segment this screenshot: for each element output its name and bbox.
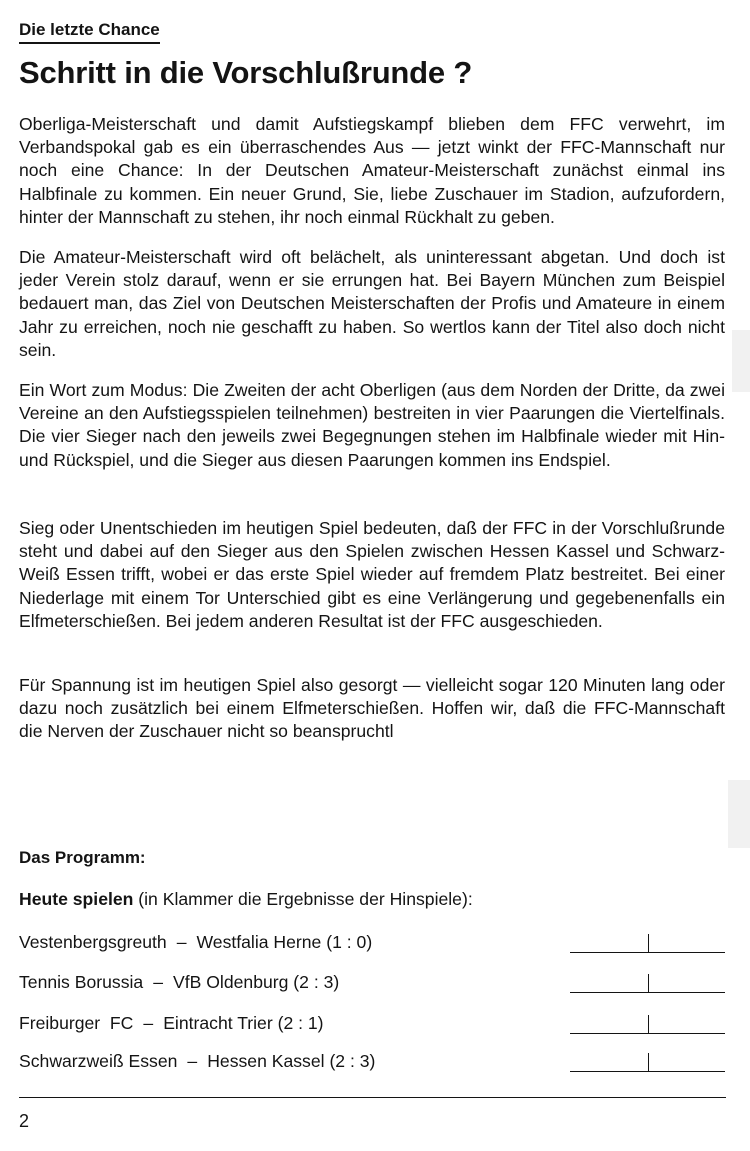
program-heading: Das Programm:	[19, 848, 146, 867]
fixture-text	[19, 1012, 324, 1034]
home-team: Vestenbergsgreuth	[19, 932, 167, 952]
fixture-text	[19, 971, 339, 993]
paragraph: Die Amateur-Meisterschaft wird oft belächelt, als uninteressant abgetan. Und doch ist jeder Verein stolz darauf, wenn er sie errungen hat. Bei Bayern München zum Beispiel bedauert man, das Ziel von Deutschen Meisterschaften der Profis und Amateure in einem Jahr zu erreichen, noch nie geschafft zu haben. So wertlos kann der Titel also doch nicht sein.	[19, 247, 725, 360]
section-kicker: Die letzte Chance	[19, 20, 160, 44]
scan-shadow	[732, 330, 750, 392]
fixture-row	[19, 971, 725, 995]
home-team: Schwarzweiß Essen	[19, 1051, 178, 1071]
fixture-separator: –	[176, 932, 187, 952]
result-entry-line	[570, 971, 725, 993]
home-team: Freiburger FC	[19, 1013, 134, 1033]
result-entry-line	[570, 1012, 725, 1034]
away-team: Eintracht Trier (2 : 1)	[163, 1013, 324, 1033]
result-divider	[648, 934, 649, 952]
program-subheading-bold: Heute spielen	[19, 889, 134, 909]
result-entry-line	[570, 1050, 725, 1072]
away-team: VfB Oldenburg (2 : 3)	[173, 972, 340, 992]
paragraph: Oberliga-Meisterschaft und damit Aufstiegskampf blieben dem FFC verwehrt, im Verbandspokal gab es ein überraschendes Aus — jetzt winkt der FFC-Mannschaft nur noch eine Chance: In der Deutschen Amateur-Meisterschaft zunächst einmal ins Halbfinale zu kommen. Ein neuer Grund, Sie, liebe Zuschauer im Stadion, aufzufordern, hinter der Mannschaft zu stehen, ihr noch einmal Rückhalt zu geben.	[19, 114, 725, 227]
footer-divider	[19, 1097, 726, 1098]
home-team: Tennis Borussia	[19, 972, 144, 992]
fixture-row	[19, 931, 725, 955]
page-title: Schritt in die Vorschlußrunde ?	[19, 55, 473, 90]
result-divider	[648, 1015, 649, 1033]
paragraph: Für Spannung ist im heutigen Spiel also gesorgt — vielleicht sogar 120 Minuten lang oder dazu noch zusätzlich bei einem Elfmeterschießen. Hoffen wir, daß die FFC-Mannschaft die Nerven der Zuschauer nicht so beanspruchtl	[19, 675, 725, 742]
result-divider	[648, 974, 649, 992]
result-divider	[648, 1053, 649, 1071]
paragraph: Ein Wort zum Modus: Die Zweiten der acht Oberligen (aus dem Norden der Dritte, da zwei Vereine an den Aufstiegsspielen teilnehmen) bestreiten in vier Paarungen die Viertelfinals. Die vier Sieger nach den jeweils zwei Begegnungen stehen im Halbfinale wieder mit Hin- und Rückspiel, und die Sieger aus diesen Paarungen kommen ins Endspiel.	[19, 380, 725, 470]
page-number: 2	[19, 1111, 30, 1131]
program-subheading	[19, 888, 473, 910]
away-team: Westfalia Herne (1 : 0)	[196, 932, 373, 952]
scan-shadow	[728, 780, 750, 848]
fixture-separator: –	[187, 1051, 198, 1071]
fixture-text	[19, 1050, 375, 1072]
paragraph: Sieg oder Unentschieden im heutigen Spiel bedeuten, daß der FFC in der Vorschlußrunde steht und dabei auf den Sieger aus den Spielen zwischen Hessen Kassel und Schwarz-Weiß Essen trifft, wobei er das erste Spiel wieder auf fremdem Platz bestreitet. Bei einer Niederlage mit einem Tor Unterschied gibt es eine Verlängerung und gegebenenfalls ein Elfmeterschießen. Bei jedem anderen Resultat ist der FFC ausgeschieden.	[19, 518, 725, 631]
program-subheading-note: (in Klammer die Ergebnisse der Hinspiele):	[133, 889, 473, 909]
fixture-row	[19, 1050, 725, 1074]
away-team: Hessen Kassel (2 : 3)	[207, 1051, 376, 1071]
fixture-separator: –	[153, 972, 163, 992]
fixture-row	[19, 1012, 725, 1036]
fixture-text	[19, 931, 372, 953]
result-entry-line	[570, 931, 725, 953]
fixture-separator: –	[143, 1013, 154, 1033]
